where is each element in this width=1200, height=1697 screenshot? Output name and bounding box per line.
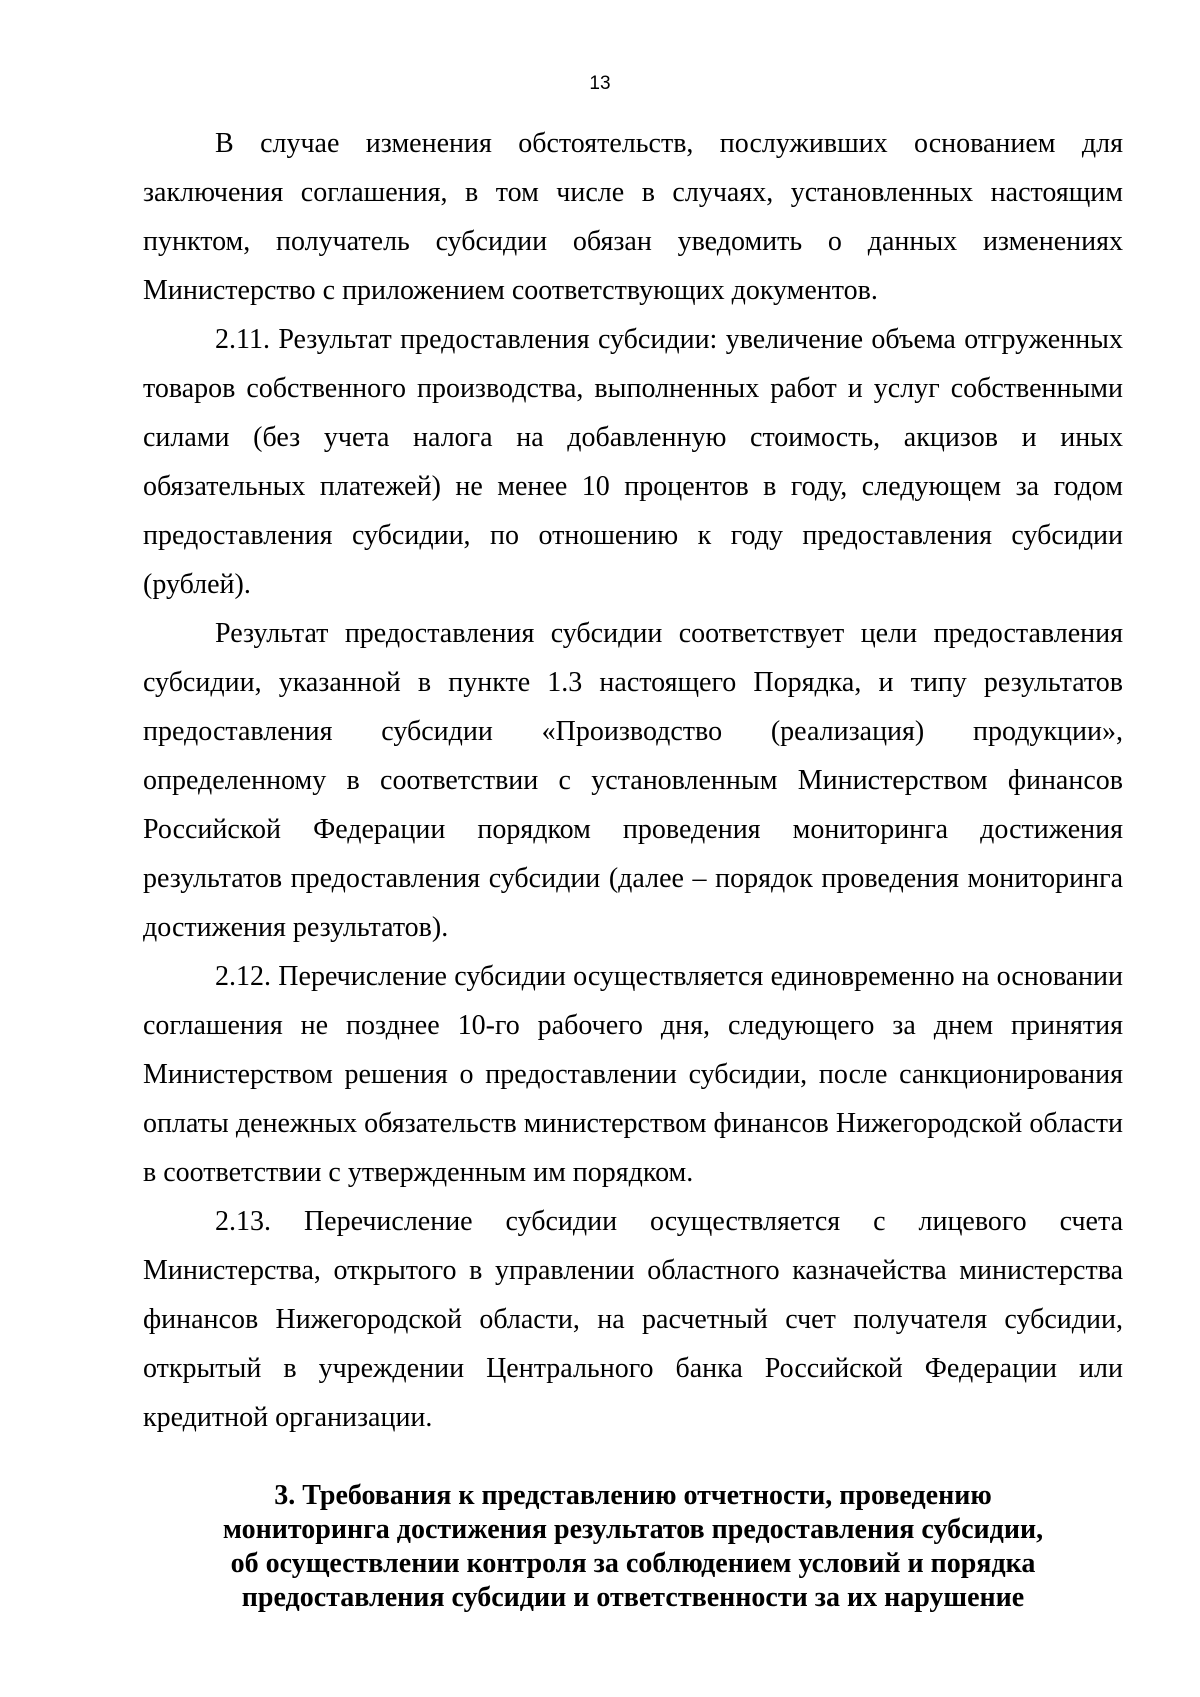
document-body <box>143 119 1123 1442</box>
paragraph-change-notification: В случае изменения обстоятельств, послуживших основанием для заключения соглашения, в том числе в случаях, установленных настоящим пунктом, получатель субсидии обязан уведомить о данных изменениях Министерство с приложением соответствующих документов. <box>143 128 1123 306</box>
page-number: 13 <box>589 73 611 94</box>
paragraph-2-13-transfer-account: 2.13. Перечисление субсидии осуществляется с лицевого счета Министерства, открытого в управлении областного казначейства министерства финансов Нижегородской области, на расчетный счет получателя субсидии, открытый в учреждении Центрального банка Российской Федерации или кредитной организации. <box>143 1206 1123 1433</box>
section-heading-line: мониторинга достижения результатов предоставления субсидии, <box>222 1514 1044 1545</box>
section-heading-line: 3. Требования к представлению отчетности, проведению <box>274 1480 992 1511</box>
paragraph-result-conformity: Результат предоставления субсидии соответствует цели предоставления субсидии, указанной в пункте 1.3 настоящего Порядка, и типу результатов предоставления субсидии «Производство (реализация) продукции», определенному в соответствии с установленным Министерством финансов Российской Федерации порядком проведения мониторинга достижения результатов предоставления субсидии (далее – порядок проведения мониторинга достижения результатов). <box>143 618 1123 943</box>
paragraph-2-12-transfer-timing: 2.12. Перечисление субсидии осуществляется единовременно на основании соглашения не позднее 10-го рабочего дня, следующего за днем принятия Министерством решения о предоставлении субсидии, после санкционирования оплаты денежных обязательств министерством финансов Нижегородской области в соответствии с утвержденным им порядком. <box>143 961 1123 1188</box>
section-3-heading <box>143 1479 1123 1615</box>
paragraph-2-11-subsidy-result: 2.11. Результат предоставления субсидии: увеличение объема отгруженных товаров собственного производства, выполненных работ и услуг собственными силами (без учета налога на добавленную стоимость, акцизов и иных обязательных платежей) не менее 10 процентов в году, следующем за годом предоставления субсидии, по отношению к году предоставления субсидии (рублей). <box>143 324 1123 600</box>
section-heading-line: об осуществлении контроля за соблюдением условий и порядка <box>230 1548 1036 1579</box>
section-heading-line: предоставления субсидии и ответственности за их нарушение <box>241 1582 1025 1613</box>
